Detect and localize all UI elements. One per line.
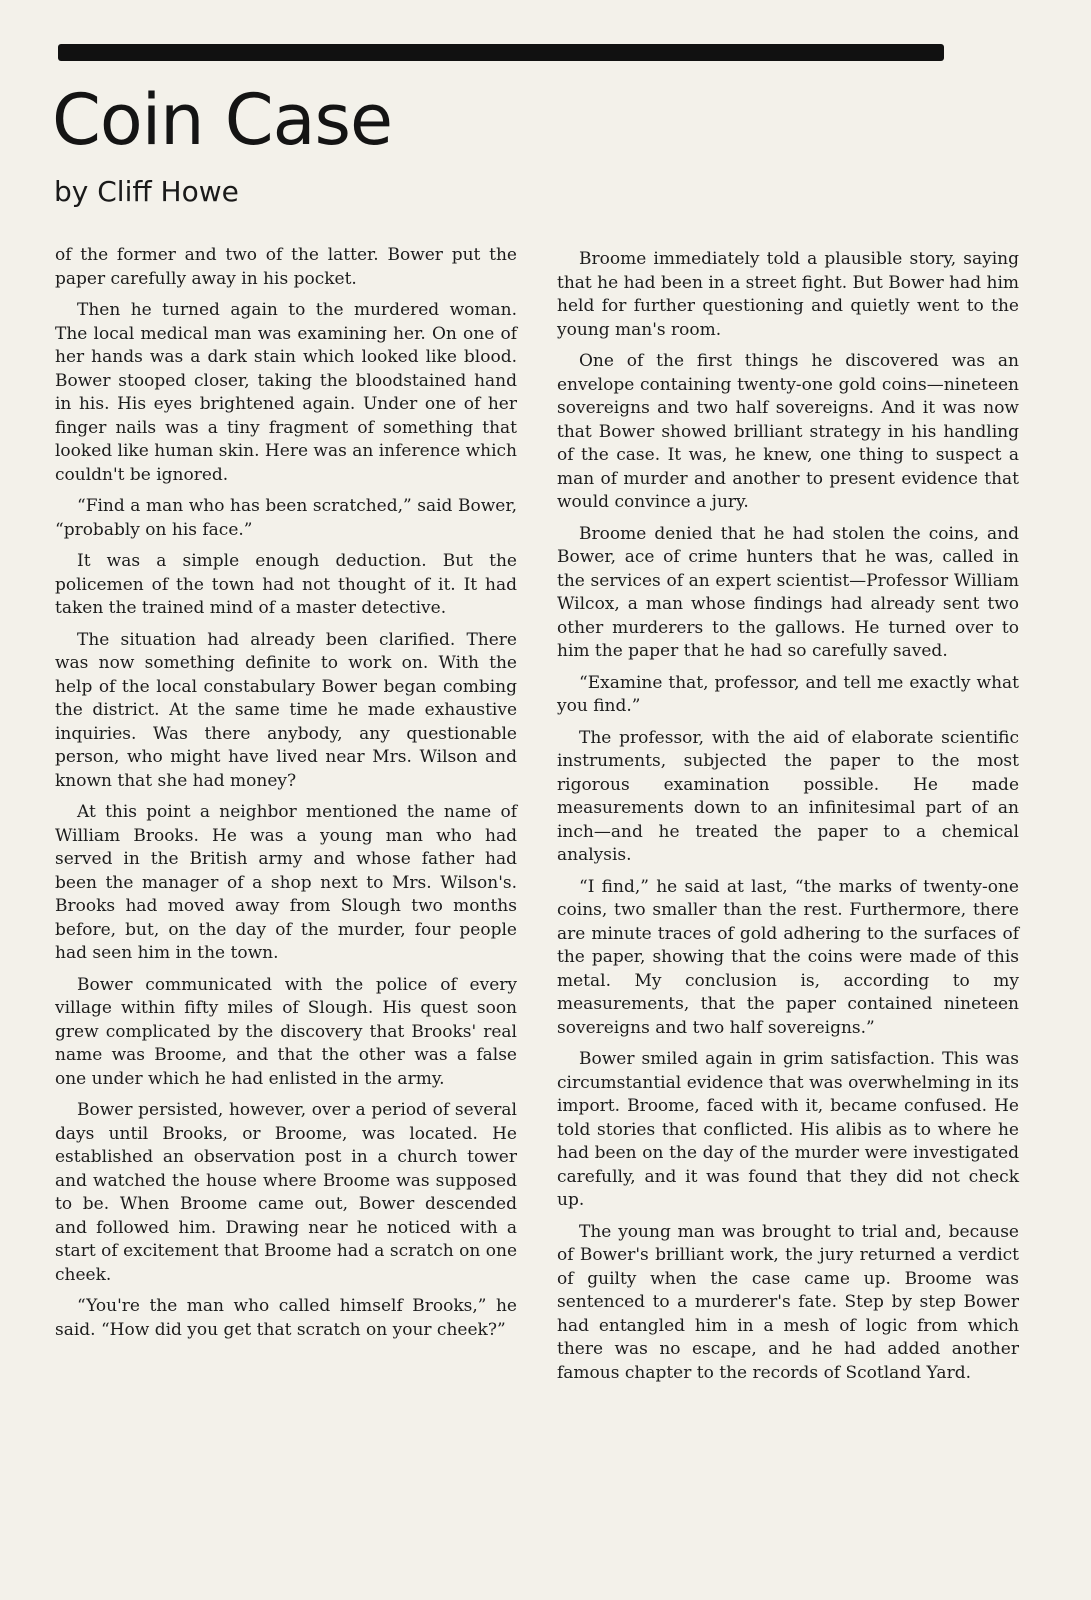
article-title: Coin Case — [52, 79, 393, 161]
paragraph: of the former and two of the latter. Bower put the paper carefully away in his pocket. — [55, 245, 517, 289]
article-byline: by Cliff Howe — [54, 175, 239, 208]
paragraph: Broome immediately told a plausible story, saying that he had been in a street fight. But Bower had him held for further questioning and quietly went to the young man's room. — [557, 249, 1019, 340]
paragraph: Bower smiled again in grim satisfaction. This was circumstantial evidence that was overwhelming in its import. Broome, faced with it, became confused. He told stories that conflicted. His alibis as to where he had been on the day of the murder were investigated carefully, and it was found that they did not check up. — [557, 1049, 1019, 1210]
header-rule — [58, 44, 944, 61]
paragraph: “You're the man who called himself Brooks,” he said. “How did you get that scratch on your cheek?” — [55, 1296, 517, 1340]
left-column — [55, 244, 517, 1350]
paragraph: Broome denied that he had stolen the coins, and Bower, ace of crime hunters that he was, called in the services of an expert scientist—Professor William Wilcox, a man whose findings had already sent two other murderers to the gallows. He turned over to him the paper that he had so carefully saved. — [557, 523, 1019, 661]
paragraph: Bower persisted, however, over a period of several days until Brooks, or Broome, was located. He established an observation post in a church tower and watched the house where Broome was supposed to be. When Broome came out, Bower descended and followed him. Drawing near he noticed with a start of excitement that Broome had a scratch on one cheek. — [55, 1100, 517, 1285]
paragraph: “Examine that, professor, and tell me exactly what you find.” — [557, 672, 1019, 716]
paragraph: It was a simple enough deduction. But the policemen of the town had not thought of it. It had taken the trained mind of a master detective. — [55, 551, 517, 618]
paragraph: “Find a man who has been scratched,” said Bower, “probably on his face.” — [55, 496, 517, 540]
paragraph: Bower communicated with the police of every village within fifty miles of Slough. His quest soon grew complicated by the discovery that Brooks' real name was Broome, and that the other was a false one under which he had enlisted in the army. — [55, 974, 517, 1089]
paragraph: Then he turned again to the murdered woman. The local medical man was examining her. On one of her hands was a dark stain which looked like blood. Bower stooped closer, taking the bloodstained hand in his. His eyes brightened again. Under one of her finger nails was a tiny fragment of something that looked like human skin. Here was an inference which couldn't be ignored. — [55, 300, 517, 485]
paragraph: At this point a neighbor mentioned the name of William Brooks. He was a young man who had served in the British army and whose father had been the manager of a shop next to Mrs. Wilson's. Brooks had moved away from Slough two months before, but, on the day of the murder, four people had seen him in the town. — [55, 802, 517, 963]
paragraph: The situation had already been clarified. There was now something definite to work on. With the help of the local constabulary Bower began combing the district. At the same time he made exhaustive inquiries. Was there anybody, any questionable person, who might have lived near Mrs. Wilson and known that she had money? — [55, 629, 517, 791]
paragraph: One of the first things he discovered was an envelope containing twenty-one gold coins—nineteen sovereigns and two half sovereigns. And it was now that Bower showed brilliant strategy in his handling of the case. It was, he knew, one thing to suspect a man of murder and another to present evidence that would convince a jury. — [557, 351, 1019, 512]
paragraph: The professor, with the aid of elaborate scientific instruments, subjected the paper to the most rigorous examination possible. He made measurements down to an infinitesimal part of an inch—and he treated the paper to a chemical analysis. — [557, 727, 1019, 865]
paragraph: The young man was brought to trial and, because of Bower's brilliant work, the jury returned a verdict of guilty when the case came up. Broome was sentenced to a murderer's fate. Step by step Bower had entangled him in a mesh of logic from which there was no escape, and he had added another famous chapter to the records of Scotland Yard. — [557, 1221, 1019, 1383]
right-column — [557, 248, 1019, 1393]
paragraph: “I find,” he said at last, “the marks of twenty-one coins, two smaller than the rest. Furthermore, there are minute traces of gold adhering to the surfaces of the paper, showing that the coins were made of this metal. My conclusion is, according to my measurements, that the paper contained nineteen sovereigns and two half sovereigns.” — [557, 876, 1019, 1038]
